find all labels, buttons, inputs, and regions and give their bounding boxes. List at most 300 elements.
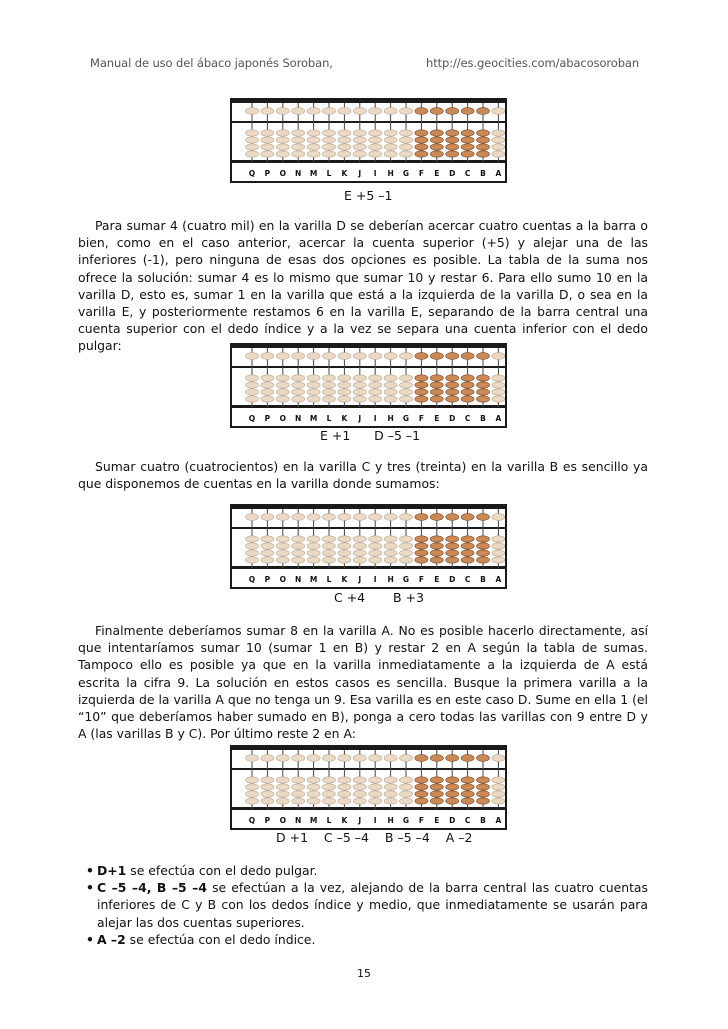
lower-bead <box>246 389 259 395</box>
lower-bead <box>353 144 366 150</box>
lower-bead <box>307 144 320 150</box>
lower-bead <box>446 130 459 136</box>
rod-letter: J <box>358 414 362 423</box>
rod-letter: N <box>295 575 302 584</box>
lower-bead <box>323 557 336 563</box>
lower-bead <box>338 543 351 549</box>
paragraph-3: Finalmente deberíamos sumar 8 en la varilla A. No es posible hacerlo directamente, así que intentaríamos sumar 10 (sumar 1 en B) y restar 2 en A según la tabla de sumas. Tampoco ello es posible ya que en la varilla inmediatamente a la izquierda de A está escrita la cifra 9. La solución en estos casos es sencilla. Busque la primera varilla a la izquierda de la varilla A que no tenga un 9. Esa varilla es en este caso D. Sume en ella 1 (el “10” que deberíamos haber sumado en B), ponga a cero todas las varillas con 9 entre D y A (las varillas B y C). Por último reste 2 en A: <box>78 623 648 742</box>
lower-bead <box>307 784 320 790</box>
lower-bead <box>461 389 474 395</box>
upper-bead <box>338 514 351 521</box>
lower-bead <box>461 777 474 783</box>
lower-bead <box>446 396 459 402</box>
lower-bead <box>276 777 289 783</box>
lower-bead <box>430 130 443 136</box>
rod-letter: A <box>495 575 502 584</box>
lower-bead <box>384 144 397 150</box>
figure-2-caption: E +1 D –5 –1 <box>320 428 421 443</box>
lower-bead <box>307 543 320 549</box>
lower-bead <box>415 389 428 395</box>
lower-bead <box>261 777 274 783</box>
lower-bead <box>369 389 382 395</box>
lower-bead <box>492 382 505 388</box>
lower-bead <box>307 798 320 804</box>
upper-bead <box>492 755 505 762</box>
lower-bead <box>446 151 459 157</box>
upper-bead <box>353 108 366 115</box>
lower-bead <box>369 396 382 402</box>
upper-bead <box>400 108 413 115</box>
lower-bead <box>353 557 366 563</box>
lower-bead <box>446 536 459 542</box>
lower-bead <box>446 543 459 549</box>
upper-bead <box>323 353 336 360</box>
lower-bead <box>400 777 413 783</box>
upper-bead <box>461 755 474 762</box>
rod-letter: H <box>387 816 394 825</box>
abacus-figure-3 <box>230 504 507 589</box>
lower-bead <box>446 798 459 804</box>
rod-letter: P <box>264 169 271 178</box>
lower-bead <box>400 543 413 549</box>
rod-letter: O <box>279 169 286 178</box>
lower-bead <box>400 798 413 804</box>
lower-bead <box>415 536 428 542</box>
lower-bead <box>307 137 320 143</box>
lower-bead <box>461 791 474 797</box>
upper-bead <box>369 514 382 521</box>
lower-bead <box>276 791 289 797</box>
lower-bead <box>369 550 382 556</box>
lower-bead <box>276 536 289 542</box>
lower-bead <box>338 791 351 797</box>
rod-letters <box>232 812 505 828</box>
lower-bead <box>400 382 413 388</box>
lower-bead <box>323 550 336 556</box>
lower-bead <box>292 784 305 790</box>
lower-bead <box>338 389 351 395</box>
lower-bead <box>384 137 397 143</box>
lower-bead <box>461 382 474 388</box>
lower-bead <box>292 130 305 136</box>
lower-bead <box>384 375 397 381</box>
lower-bead <box>400 130 413 136</box>
lower-bead <box>400 144 413 150</box>
lower-bead <box>430 396 443 402</box>
lower-bead <box>353 798 366 804</box>
lower-bead <box>461 396 474 402</box>
rod-letters <box>232 571 505 587</box>
lower-bead <box>477 130 490 136</box>
lower-bead <box>338 777 351 783</box>
lower-bead <box>246 543 259 549</box>
lower-bead <box>400 151 413 157</box>
lower-bead <box>323 382 336 388</box>
upper-bead <box>415 514 428 521</box>
lower-bead <box>384 550 397 556</box>
lower-bead <box>246 151 259 157</box>
lower-bead <box>384 389 397 395</box>
rod-letter: P <box>264 575 271 584</box>
upper-bead <box>461 108 474 115</box>
lower-bead <box>369 382 382 388</box>
lower-bead <box>261 382 274 388</box>
lower-bead <box>446 389 459 395</box>
lower-bead <box>261 798 274 804</box>
upper-bead <box>477 755 490 762</box>
rod-letter: L <box>326 816 332 825</box>
lower-bead <box>353 382 366 388</box>
lower-bead <box>261 784 274 790</box>
rod-letter: B <box>480 414 486 423</box>
lower-bead <box>461 784 474 790</box>
lower-bead <box>323 791 336 797</box>
lower-bead <box>369 536 382 542</box>
rod-letter: O <box>279 816 286 825</box>
lower-bead <box>492 777 505 783</box>
rod-letter: E <box>434 575 440 584</box>
lower-bead <box>369 777 382 783</box>
upper-bead <box>261 108 274 115</box>
lower-bead <box>323 151 336 157</box>
upper-bead <box>276 353 289 360</box>
upper-bead <box>276 108 289 115</box>
rod-letter: Q <box>248 414 256 423</box>
rod-letter: I <box>373 414 377 423</box>
lower-bead <box>246 557 259 563</box>
rod-letter: O <box>279 414 286 423</box>
rod-letter: F <box>418 169 424 178</box>
rod-letter: G <box>402 169 410 178</box>
upper-bead <box>461 514 474 521</box>
lower-bead <box>415 784 428 790</box>
lower-bead <box>415 543 428 549</box>
lower-bead <box>307 777 320 783</box>
lower-bead <box>276 151 289 157</box>
lower-bead <box>292 151 305 157</box>
rod-letter: F <box>418 575 424 584</box>
lower-bead <box>384 791 397 797</box>
rod-letter: B <box>480 816 486 825</box>
lower-bead <box>384 543 397 549</box>
upper-bead <box>461 353 474 360</box>
lower-bead <box>477 144 490 150</box>
lower-bead <box>261 396 274 402</box>
lower-bead <box>246 777 259 783</box>
upper-bead <box>292 108 305 115</box>
header-title: Manual de uso del ábaco japonés Soroban, <box>90 56 333 70</box>
paragraph-1: Para sumar 4 (cuatro mil) en la varilla D se deberían acercar cuatro cuentas a la barra o bien, como en el caso anterior, acercar la cuenta superior (+5) y alejar una de las inferiores (-1), pero ninguna de esas dos opciones es posible. La tabla de la suma nos ofrece la solución: sumar 4 es lo mismo que sumar 10 y restar 6. Para ello sumo 10 en la varilla D, esto es, sumar 1 en la varilla que está a la izquierda de la varilla D, o sea en la varilla E, y posteriormente restamos 6 en la varilla E, separando de la barra central una cuenta superior con el dedo índice y a la vez se separa una cuenta inferior con el dedo pulgar: <box>78 218 648 354</box>
lower-bead <box>323 144 336 150</box>
rod-letter: I <box>373 169 377 178</box>
lower-bead <box>246 137 259 143</box>
lower-bead <box>369 543 382 549</box>
lower-bead <box>338 536 351 542</box>
lower-bead <box>369 798 382 804</box>
upper-bead <box>246 514 259 521</box>
lower-bead <box>400 550 413 556</box>
rod-letter: N <box>295 169 302 178</box>
lower-bead <box>323 543 336 549</box>
rod-letter: K <box>341 414 348 423</box>
lower-bead <box>477 137 490 143</box>
upper-bead <box>384 353 397 360</box>
lower-bead <box>369 151 382 157</box>
lower-bead <box>261 791 274 797</box>
upper-bead <box>276 755 289 762</box>
lower-bead <box>461 151 474 157</box>
lower-bead <box>338 396 351 402</box>
lower-bead <box>276 550 289 556</box>
lower-bead <box>307 382 320 388</box>
abacus-figure-4 <box>230 745 507 830</box>
upper-bead <box>338 108 351 115</box>
lower-bead <box>461 137 474 143</box>
upper-bead <box>492 108 505 115</box>
lower-bead <box>292 557 305 563</box>
lower-bead <box>246 382 259 388</box>
lower-bead <box>400 784 413 790</box>
upper-bead <box>323 108 336 115</box>
upper-bead <box>369 108 382 115</box>
rod-letter: K <box>341 575 348 584</box>
lower-bead <box>492 798 505 804</box>
lower-bead <box>415 144 428 150</box>
rod-letter: D <box>449 169 456 178</box>
rod-letter: M <box>309 414 318 423</box>
lower-bead <box>276 137 289 143</box>
lower-bead <box>492 557 505 563</box>
bullet-item: • D+1 se efectúa con el dedo pulgar. <box>86 863 318 878</box>
upper-bead <box>430 353 443 360</box>
rod-letter: H <box>387 414 394 423</box>
lower-bead <box>323 375 336 381</box>
lower-bead <box>461 130 474 136</box>
lower-bead <box>384 536 397 542</box>
upper-bead <box>307 755 320 762</box>
lower-bead <box>430 375 443 381</box>
rod-letter: M <box>309 575 318 584</box>
header-url: http://es.geocities.com/abacosoroban <box>426 56 640 70</box>
rod-letter: F <box>418 816 424 825</box>
lower-bead <box>292 144 305 150</box>
lower-bead <box>384 784 397 790</box>
lower-bead <box>415 791 428 797</box>
paragraph-2: Sumar cuatro (cuatrocientos) en la varilla C y tres (treinta) en la varilla B es sencillo ya que disponemos de cuentas en la varilla donde sumamos: <box>78 459 648 492</box>
upper-bead <box>338 755 351 762</box>
upper-bead <box>323 755 336 762</box>
lower-bead <box>477 375 490 381</box>
upper-bead <box>415 353 428 360</box>
lower-bead <box>384 396 397 402</box>
lower-bead <box>430 536 443 542</box>
lower-bead <box>307 550 320 556</box>
lower-bead <box>246 550 259 556</box>
lower-bead <box>292 550 305 556</box>
lower-bead <box>276 130 289 136</box>
lower-bead <box>384 382 397 388</box>
lower-bead <box>492 137 505 143</box>
lower-bead <box>261 557 274 563</box>
lower-bead <box>430 151 443 157</box>
upper-bead <box>400 755 413 762</box>
rod-letter: A <box>495 816 502 825</box>
rod-letter: I <box>373 575 377 584</box>
lower-bead <box>384 151 397 157</box>
lower-bead <box>246 536 259 542</box>
lower-bead <box>415 151 428 157</box>
lower-bead <box>415 798 428 804</box>
lower-bead <box>369 557 382 563</box>
lower-bead <box>292 396 305 402</box>
lower-bead <box>415 382 428 388</box>
lower-bead <box>323 777 336 783</box>
lower-bead <box>369 375 382 381</box>
upper-bead <box>292 353 305 360</box>
rod-letter: H <box>387 575 394 584</box>
lower-bead <box>430 791 443 797</box>
lower-bead <box>492 784 505 790</box>
lower-bead <box>415 550 428 556</box>
lower-bead <box>353 130 366 136</box>
lower-bead <box>400 375 413 381</box>
lower-bead <box>292 389 305 395</box>
lower-bead <box>292 777 305 783</box>
lower-bead <box>384 798 397 804</box>
upper-bead <box>446 353 459 360</box>
lower-bead <box>338 798 351 804</box>
upper-bead <box>400 514 413 521</box>
upper-bead <box>430 514 443 521</box>
rod-letter: M <box>309 169 318 178</box>
rod-letter: I <box>373 816 377 825</box>
lower-bead <box>446 144 459 150</box>
upper-bead <box>400 353 413 360</box>
lower-bead <box>492 130 505 136</box>
rod-letter: J <box>358 816 362 825</box>
lower-bead <box>369 130 382 136</box>
lower-bead <box>353 151 366 157</box>
upper-bead <box>430 108 443 115</box>
lower-bead <box>446 791 459 797</box>
lower-bead <box>492 543 505 549</box>
lower-bead <box>276 784 289 790</box>
rod-letter: C <box>464 169 471 178</box>
lower-bead <box>400 396 413 402</box>
lower-bead <box>369 137 382 143</box>
rod-letter: Q <box>248 816 256 825</box>
lower-bead <box>477 151 490 157</box>
page-header <box>90 56 650 72</box>
bullet-item: • A –2 se efectúa con el dedo índice. <box>86 931 316 947</box>
upper-bead <box>338 353 351 360</box>
page-number: 15 <box>357 967 371 980</box>
upper-bead <box>384 514 397 521</box>
lower-bead <box>477 557 490 563</box>
lower-bead <box>338 137 351 143</box>
lower-bead <box>307 536 320 542</box>
lower-bead <box>323 798 336 804</box>
lower-bead <box>353 389 366 395</box>
lower-bead <box>415 137 428 143</box>
upper-bead <box>415 108 428 115</box>
upper-bead <box>276 514 289 521</box>
lower-bead <box>477 396 490 402</box>
lower-bead <box>261 550 274 556</box>
rod-letter: G <box>402 816 410 825</box>
lower-bead <box>338 550 351 556</box>
rod-letter: K <box>341 816 348 825</box>
upper-bead <box>307 514 320 521</box>
lower-bead <box>430 389 443 395</box>
lower-bead <box>446 550 459 556</box>
lower-bead <box>292 137 305 143</box>
upper-bead <box>492 514 505 521</box>
rod-letter: E <box>434 169 440 178</box>
lower-bead <box>400 536 413 542</box>
upper-bead <box>430 755 443 762</box>
lower-bead <box>276 396 289 402</box>
lower-bead <box>461 536 474 542</box>
rod-letter: B <box>480 575 486 584</box>
rod-letter: D <box>449 414 456 423</box>
upper-bead <box>446 755 459 762</box>
upper-bead <box>261 514 274 521</box>
lower-bead <box>461 144 474 150</box>
lower-bead <box>492 389 505 395</box>
upper-bead <box>246 108 259 115</box>
lower-bead <box>384 777 397 783</box>
rod-letter: A <box>495 414 502 423</box>
lower-bead <box>338 784 351 790</box>
rod-letter: D <box>449 575 456 584</box>
lower-bead <box>292 382 305 388</box>
lower-bead <box>261 144 274 150</box>
lower-bead <box>430 798 443 804</box>
lower-bead <box>276 557 289 563</box>
rod-letter: J <box>358 169 362 178</box>
rod-letters <box>232 410 505 426</box>
figure-1-caption: E +5 –1 <box>344 188 393 203</box>
lower-bead <box>323 389 336 395</box>
lower-bead <box>461 798 474 804</box>
upper-bead <box>384 755 397 762</box>
lower-bead <box>446 557 459 563</box>
upper-bead <box>246 755 259 762</box>
lower-bead <box>353 137 366 143</box>
lower-bead <box>307 396 320 402</box>
lower-bead <box>353 375 366 381</box>
lower-bead <box>369 791 382 797</box>
lower-bead <box>415 375 428 381</box>
upper-bead <box>307 108 320 115</box>
lower-bead <box>338 375 351 381</box>
figure-3-caption: C +4 B +3 <box>334 590 424 605</box>
lower-bead <box>446 382 459 388</box>
lower-bead <box>307 791 320 797</box>
lower-bead <box>353 784 366 790</box>
rod-letter: A <box>495 169 502 178</box>
lower-bead <box>461 550 474 556</box>
lower-bead <box>492 375 505 381</box>
rod-letter: J <box>358 575 362 584</box>
lower-bead <box>400 137 413 143</box>
figure-4-caption: D +1 C –5 –4 B –5 –4 A –2 <box>276 830 473 845</box>
lower-bead <box>323 784 336 790</box>
lower-bead <box>246 784 259 790</box>
rod-letter: L <box>326 575 332 584</box>
lower-bead <box>307 375 320 381</box>
